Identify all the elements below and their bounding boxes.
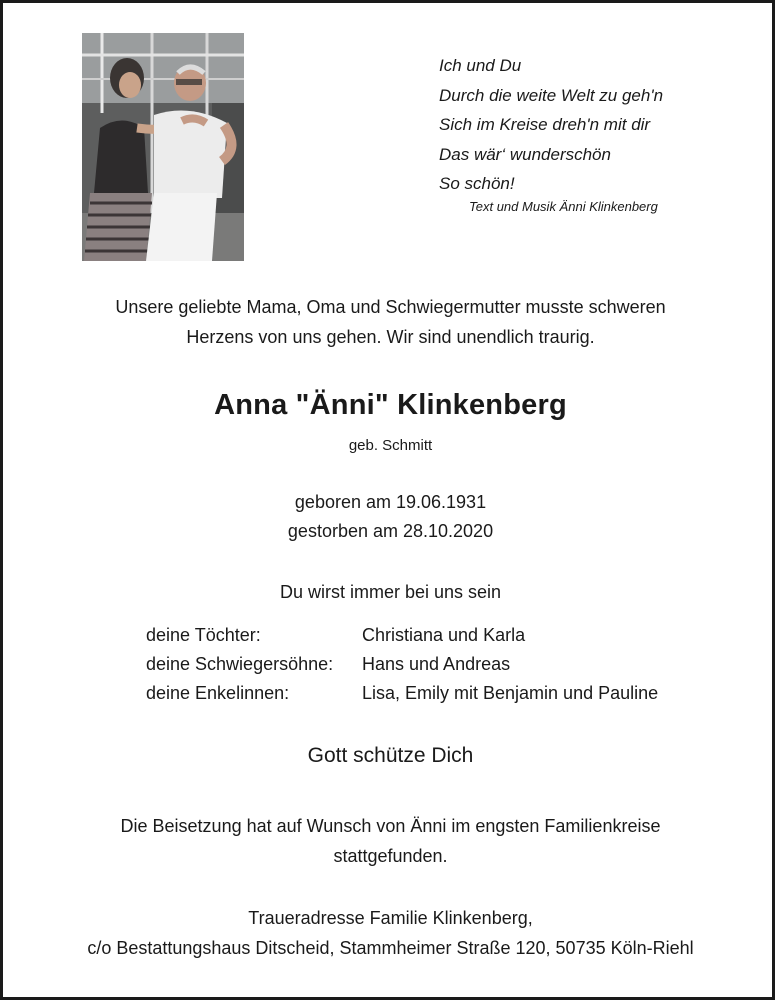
family-role: deine Schwiegersöhne: (146, 654, 334, 674)
intro-line: Unsere geliebte Mama, Oma und Schwiegermutter musste schweren (115, 297, 666, 317)
family-row (146, 679, 658, 708)
birth-date: geboren am 19.06.1931 (294, 492, 487, 512)
birth-name: geb. Schmitt (348, 437, 433, 454)
family-row (146, 621, 658, 650)
poem-credit: Text und Musik Änni Klinkenberg (469, 199, 658, 214)
family-names: Christiana und Karla (362, 625, 526, 645)
motto: Du wirst immer bei uns sein (279, 582, 502, 602)
life-dates (3, 488, 775, 546)
poem-line: Sich im Kreise dreh'n mit dir (439, 115, 651, 134)
family-list (146, 621, 658, 708)
intro-text (3, 292, 775, 352)
family-role: deine Töchter: (146, 625, 261, 645)
family-role: deine Enkelinnen: (146, 683, 290, 703)
burial-line: stattgefunden. (333, 846, 448, 866)
burial-line: Die Beisetzung hat auf Wunsch von Änni im engsten Familienkreise (120, 816, 661, 836)
poem-line: So schön! (439, 174, 515, 193)
photo-dancing-couple (82, 33, 244, 261)
death-date: gestorben am 28.10.2020 (287, 521, 494, 541)
deceased-name: Anna "Änni" Klinkenberg (214, 389, 567, 421)
family-row (146, 650, 658, 679)
poem-line: Ich und Du (439, 56, 522, 75)
poem-line: Durch die weite Welt zu geh'n (439, 85, 664, 105)
poem (439, 51, 663, 199)
family-names: Lisa, Emily mit Benjamin und Pauline (362, 683, 659, 703)
poem-line: Das wär‘ wunderschön (439, 144, 611, 164)
photo-image (82, 33, 244, 261)
mourning-address (3, 903, 775, 963)
address-line: c/o Bestattungshaus Ditscheid, Stammheimer Straße 120, 50735 Köln-Riehl (87, 938, 694, 958)
family-names: Hans und Andreas (362, 654, 511, 674)
address-line: Traueradresse Familie Klinkenberg, (248, 908, 533, 928)
blessing: Gott schütze Dich (307, 744, 474, 767)
intro-line: Herzens von uns gehen. Wir sind unendlich traurig. (186, 327, 595, 347)
burial-note (3, 811, 775, 871)
